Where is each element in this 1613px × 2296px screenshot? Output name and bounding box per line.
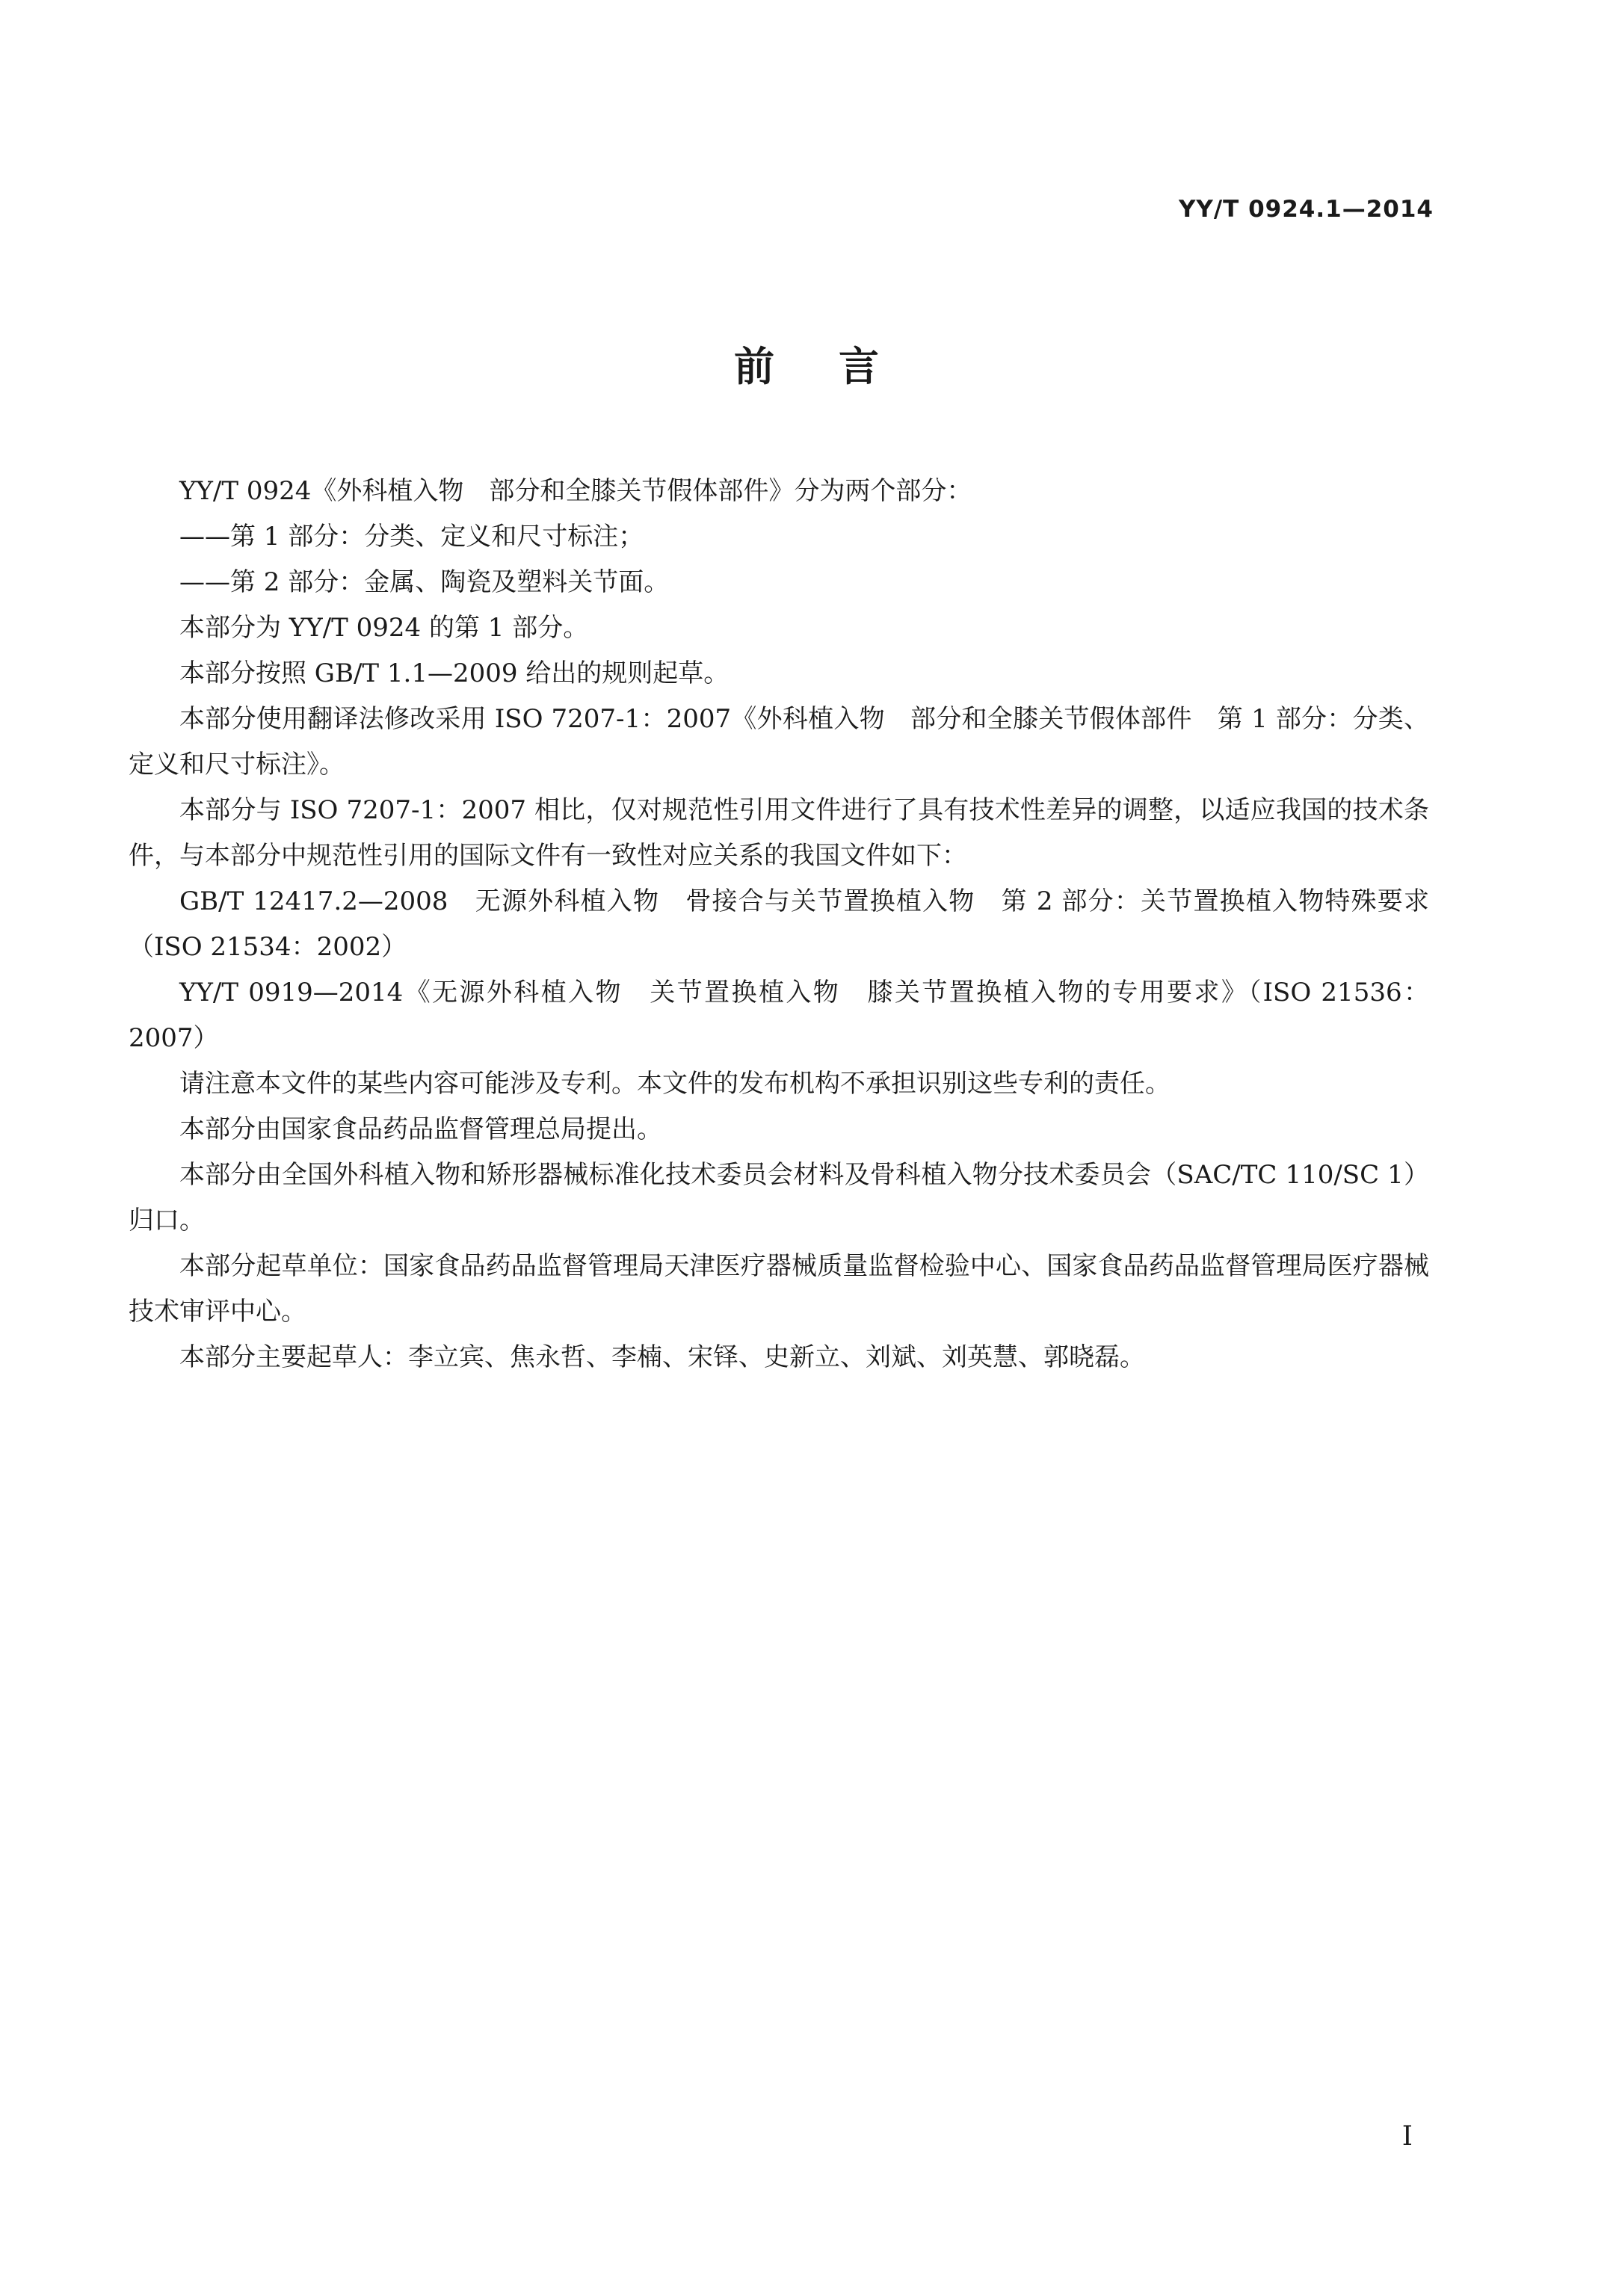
paragraph: 本部分起草单位：国家食品药品监督管理局天津医疗器械质量监督检验中心、国家食品药品监督管理局医疗器械技术审评中心。 bbox=[129, 1251, 1429, 1327]
paragraph: 本部分主要起草人：李立宾、焦永哲、李楠、宋铎、史新立、刘斌、刘英慧、郭晓磊。 bbox=[179, 1342, 1145, 1372]
paragraph: 本部分由国家食品药品监督管理总局提出。 bbox=[179, 1114, 662, 1144]
paragraph: 本部分使用翻译法修改采用 ISO 7207-1：2007《外科植入物 部分和全膝关节假体部件 第 1 部分：分类、定义和尺寸标注》。 bbox=[129, 704, 1429, 780]
list-item: ——第 2 部分：金属、陶瓷及塑料关节面。 bbox=[179, 567, 670, 597]
foreword-body bbox=[129, 469, 1429, 1380]
paragraph: 本部分由全国外科植入物和矫形器械标准化技术委员会材料及骨科植入物分技术委员会（SAC/TC 110/SC 1）归口。 bbox=[129, 1160, 1429, 1235]
page-number: I bbox=[1401, 2121, 1413, 2152]
list-item: ——第 1 部分：分类、定义和尺寸标注； bbox=[179, 522, 644, 552]
page-title: 前言 bbox=[734, 343, 943, 390]
paragraph: 本部分为 YY/T 0924 的第 1 部分。 bbox=[179, 613, 589, 643]
reference-entry: GB/T 12417.2—2008 无源外科植入物 骨接合与关节置换植入物 第 2 部分：关节置换植入物特殊要求（ISO 21534：2002） bbox=[129, 886, 1429, 962]
paragraph: YY/T 0924《外科植入物 部分和全膝关节假体部件》分为两个部分： bbox=[179, 476, 972, 506]
paragraph: 本部分与 ISO 7207-1：2007 相比，仅对规范性引用文件进行了具有技术性差异的调整，以适应我国的技术条件，与本部分中规范性引用的国际文件有一致性对应关系的我国文件如下： bbox=[129, 795, 1429, 871]
paragraph: 请注意本文件的某些内容可能涉及专利。本文件的发布机构不承担识别这些专利的责任。 bbox=[179, 1069, 1171, 1099]
reference-entry: YY/T 0919—2014《无源外科植入物 关节置换植入物 膝关节置换植入物的专用要求》（ISO 21536：2007） bbox=[129, 978, 1429, 1053]
standard-number: YY/T 0924.1—2014 bbox=[1178, 196, 1434, 223]
paragraph: 本部分按照 GB/T 1.1—2009 给出的规则起草。 bbox=[179, 658, 730, 688]
